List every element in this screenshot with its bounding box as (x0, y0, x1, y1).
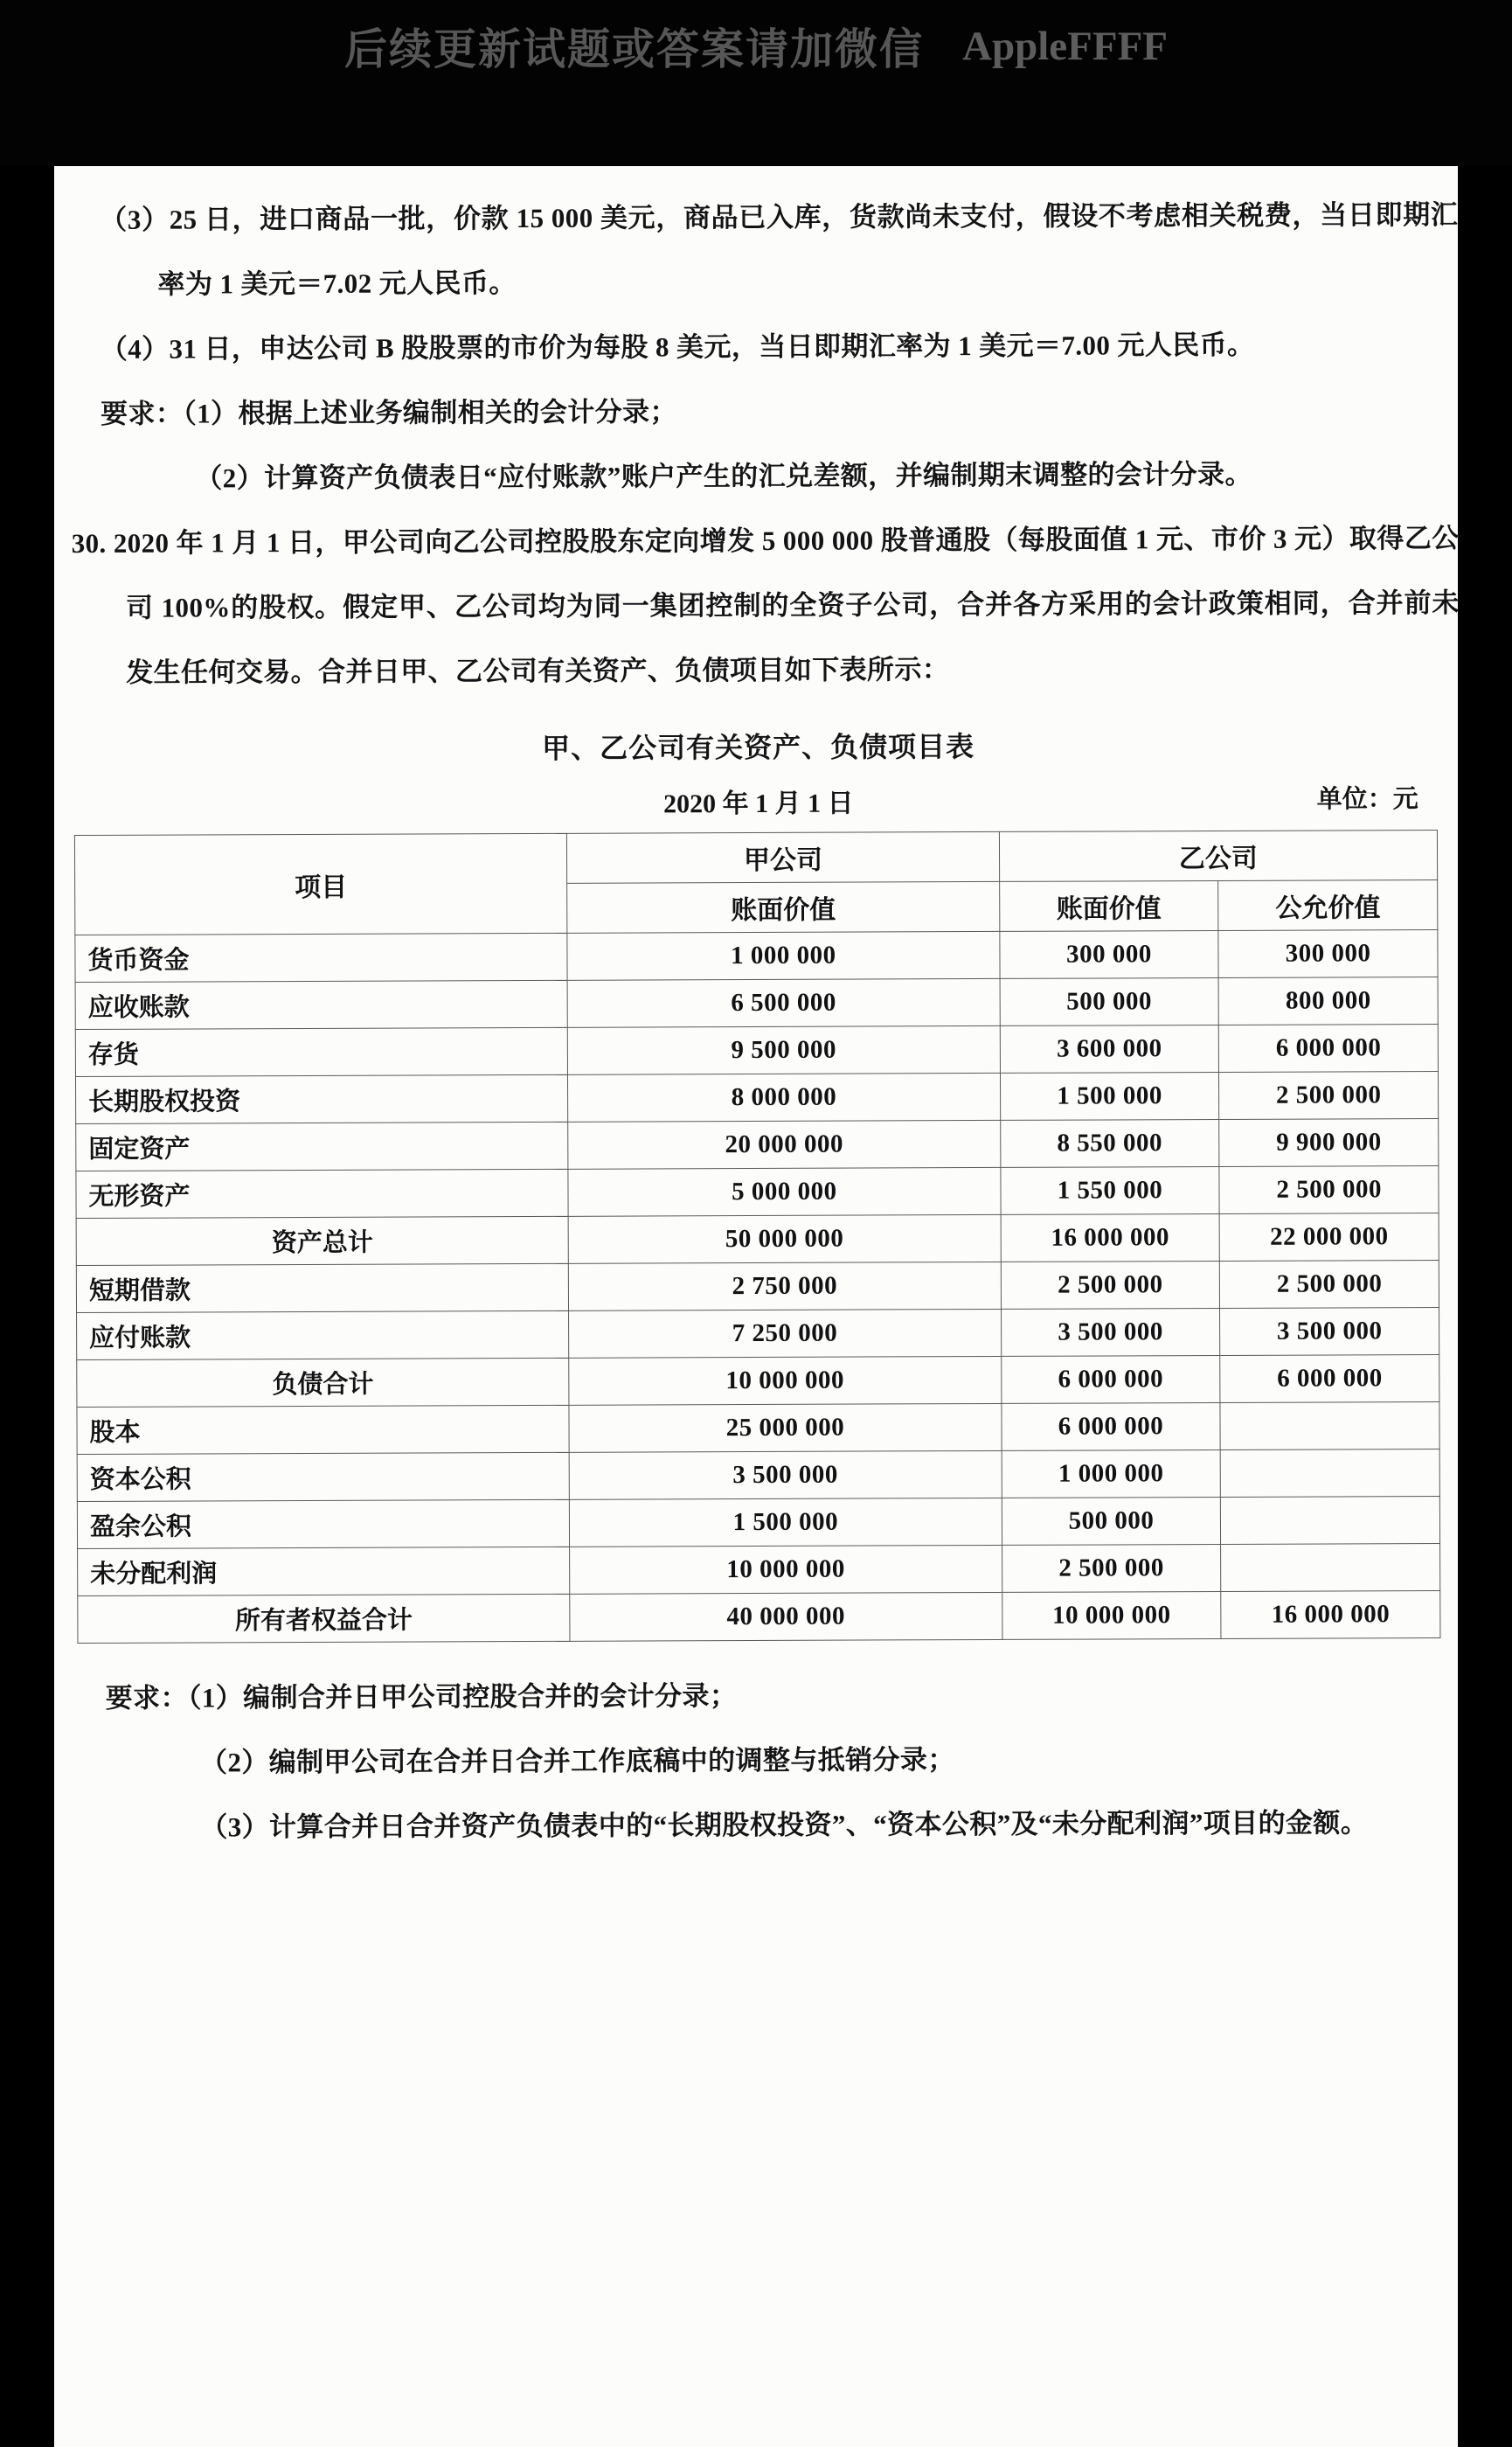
assets-liabilities-table (74, 830, 1441, 1644)
banner-wechat-handle: AppleFFFF (962, 24, 1168, 69)
scan-edge-left (0, 0, 54, 2447)
cell-company-b-book: 6 000 000 (1001, 1355, 1220, 1403)
table-row (75, 977, 1438, 1030)
cell-company-b-book: 500 000 (1002, 1497, 1221, 1545)
header-fair-value-b: 公允价值 (1218, 880, 1438, 931)
requirement-2-3: （3）计算合并日合并资产负债表中的“长期股权投资”、“资本公积”及“未分配利润”项目的金额。 (200, 1807, 1369, 1843)
cell-company-b-book: 10 000 000 (1002, 1591, 1221, 1639)
header-book-value-b: 账面价值 (999, 880, 1218, 931)
requirement-2-1: （1）编制合并日甲公司控股合并的会计分录； (187, 1680, 738, 1714)
cell-company-b-book: 1 500 000 (1000, 1072, 1219, 1120)
cell-company-b-fair: 3 500 000 (1220, 1308, 1439, 1356)
cell-company-a-book: 6 500 000 (567, 978, 1000, 1027)
exercise-item-3 (100, 183, 1459, 317)
cell-company-b-fair (1221, 1544, 1440, 1592)
row-item-label: 货币资金 (75, 933, 567, 982)
item-4-text: 31 日，申达公司 B 股股票的市价为每股 8 美元，当日即期汇率为 1 美元＝7.00 元人民币。 (169, 329, 1255, 365)
requirement-1-1: （1）根据上述业务编制相关的会计分录； (183, 396, 677, 429)
question-30-text: 2020 年 1 月 1 日，甲公司向乙公司控股股东定向增发 5 000 000 股普通股（每股面值 1 元、市价 3 元）取得乙公司 100%的股权。假定甲、乙公司均为同一集团控制的全资子公司，合并各方采用的会计政策相同，合并前未发生任何交易。合并日甲、乙公司有关资产、负债项目如下表所示： (113, 522, 1460, 688)
table-unit: 单位：元 (1316, 785, 1418, 814)
exercise-item-4 (101, 312, 1459, 382)
row-item-label: 所有者权益合计 (78, 1594, 570, 1643)
cell-company-b-fair (1221, 1497, 1440, 1545)
cell-company-a-book: 1 500 000 (570, 1498, 1002, 1547)
table-row (77, 1402, 1439, 1455)
cell-company-b-book: 3 600 000 (1000, 1025, 1219, 1073)
table-row (76, 1166, 1439, 1219)
cell-company-a-book: 7 250 000 (569, 1309, 1002, 1358)
cell-company-a-book: 10 000 000 (570, 1545, 1002, 1594)
header-company-a: 甲公司 (567, 831, 1000, 883)
header-company-b: 乙公司 (999, 831, 1438, 882)
table-row (77, 1308, 1439, 1360)
cell-company-b-book: 1 000 000 (1002, 1449, 1221, 1498)
table-date: 2020 年 1 月 1 日 (662, 789, 854, 819)
header-book-value-a: 账面价值 (567, 881, 1000, 933)
cell-company-a-book: 8 000 000 (568, 1073, 1001, 1122)
row-item-label: 股本 (77, 1405, 569, 1454)
table-row (75, 1025, 1438, 1077)
cell-company-a-book: 50 000 000 (568, 1214, 1001, 1263)
requirements-block-2-line-1 (106, 1661, 1464, 1731)
row-item-label: 短期借款 (76, 1263, 568, 1312)
cell-company-b-book: 16 000 000 (1001, 1213, 1220, 1262)
cell-company-b-fair: 6 000 000 (1219, 1025, 1439, 1073)
table-row (75, 1072, 1438, 1124)
cell-company-b-fair: 6 000 000 (1220, 1355, 1439, 1403)
scan-edge-right (1458, 0, 1512, 2447)
table-row (78, 1591, 1440, 1644)
cell-company-a-book: 1 000 000 (567, 931, 1000, 980)
row-item-label: 无形资产 (76, 1169, 568, 1218)
row-item-label: 长期股权投资 (75, 1074, 567, 1123)
cell-company-b-book: 3 500 000 (1001, 1308, 1220, 1356)
cell-company-b-fair (1220, 1449, 1439, 1498)
table-header-row-1 (74, 831, 1437, 886)
row-item-label: 应付账款 (77, 1310, 569, 1359)
cell-company-b-fair: 2 500 000 (1219, 1072, 1439, 1120)
requirements-block-1-line-1 (101, 377, 1459, 447)
cell-company-b-fair: 22 000 000 (1219, 1213, 1439, 1262)
cell-company-a-book: 10 000 000 (569, 1356, 1002, 1405)
cell-company-b-book: 500 000 (1000, 977, 1219, 1025)
table-row (77, 1497, 1439, 1549)
row-item-label: 盈余公积 (77, 1499, 569, 1548)
cell-company-a-book: 2 750 000 (568, 1262, 1001, 1310)
table-row (78, 1544, 1440, 1596)
requirements-label-1: 要求： (101, 398, 184, 429)
table-row (76, 1213, 1439, 1266)
cell-company-b-book: 2 500 000 (1002, 1544, 1221, 1592)
row-item-label: 资产总计 (76, 1216, 568, 1265)
row-item-label: 资本公积 (77, 1452, 569, 1501)
table-row (76, 1119, 1439, 1171)
item-4-marker: （4） (100, 333, 170, 365)
row-item-label: 未分配利润 (78, 1547, 570, 1595)
cell-company-b-fair: 2 500 000 (1220, 1261, 1439, 1309)
cell-company-b-fair: 9 900 000 (1219, 1119, 1439, 1167)
question-30-number: 30. (71, 527, 107, 560)
row-item-label: 负债合计 (77, 1358, 569, 1407)
cell-company-b-book: 2 500 000 (1001, 1261, 1220, 1309)
header-item: 项目 (74, 833, 567, 935)
question-30 (72, 506, 1460, 706)
table-title: 甲、乙公司有关资产、负债项目表 (541, 731, 975, 764)
cell-company-b-book: 1 550 000 (1001, 1166, 1220, 1214)
row-item-label: 固定资产 (76, 1122, 568, 1171)
cell-company-b-fair: 300 000 (1218, 930, 1438, 978)
cell-company-b-book: 8 550 000 (1000, 1119, 1219, 1167)
watermark-banner (0, 0, 1512, 166)
row-item-label: 存货 (75, 1027, 567, 1076)
cell-company-a-book: 9 500 000 (567, 1025, 1000, 1074)
cell-company-a-book: 20 000 000 (568, 1120, 1001, 1169)
row-item-label: 应收账款 (75, 980, 567, 1029)
cell-company-b-book: 300 000 (1000, 930, 1219, 978)
cell-company-b-book: 6 000 000 (1002, 1402, 1221, 1450)
cell-company-b-fair (1220, 1402, 1439, 1450)
table-row (75, 930, 1438, 983)
cell-company-a-book: 5 000 000 (568, 1167, 1001, 1216)
cell-company-a-book: 25 000 000 (569, 1403, 1002, 1452)
cell-company-a-book: 40 000 000 (570, 1592, 1002, 1641)
item-3-text: 25 日，进口商品一批，价款 15 000 美元，商品已入库，货款尚未支付，假设不考虑相关税费，当日即期汇率为 1 美元＝7.02 元人民币。 (157, 198, 1459, 300)
cell-company-a-book: 3 500 000 (569, 1450, 1002, 1499)
cell-company-b-fair: 2 500 000 (1219, 1166, 1439, 1214)
cell-company-b-fair: 16 000 000 (1221, 1591, 1440, 1639)
cell-company-b-fair: 800 000 (1218, 977, 1438, 1025)
table-row (77, 1355, 1439, 1408)
item-3-marker: （3） (100, 204, 170, 235)
requirement-2-2: （2）编制甲公司在合并日合并工作底稿中的调整与抵销分录； (199, 1744, 955, 1778)
page-body (54, 163, 1464, 1860)
requirements-label-2: 要求： (105, 1682, 188, 1714)
banner-chinese-text: 后续更新试题或答案请加微信 (344, 24, 925, 74)
table-row (77, 1449, 1439, 1502)
requirement-1-2: （2）计算资产负债表日“应付账款”账户产生的汇兑差额，并编制期末调整的会计分录。 (195, 458, 1252, 494)
table-row (76, 1261, 1439, 1313)
